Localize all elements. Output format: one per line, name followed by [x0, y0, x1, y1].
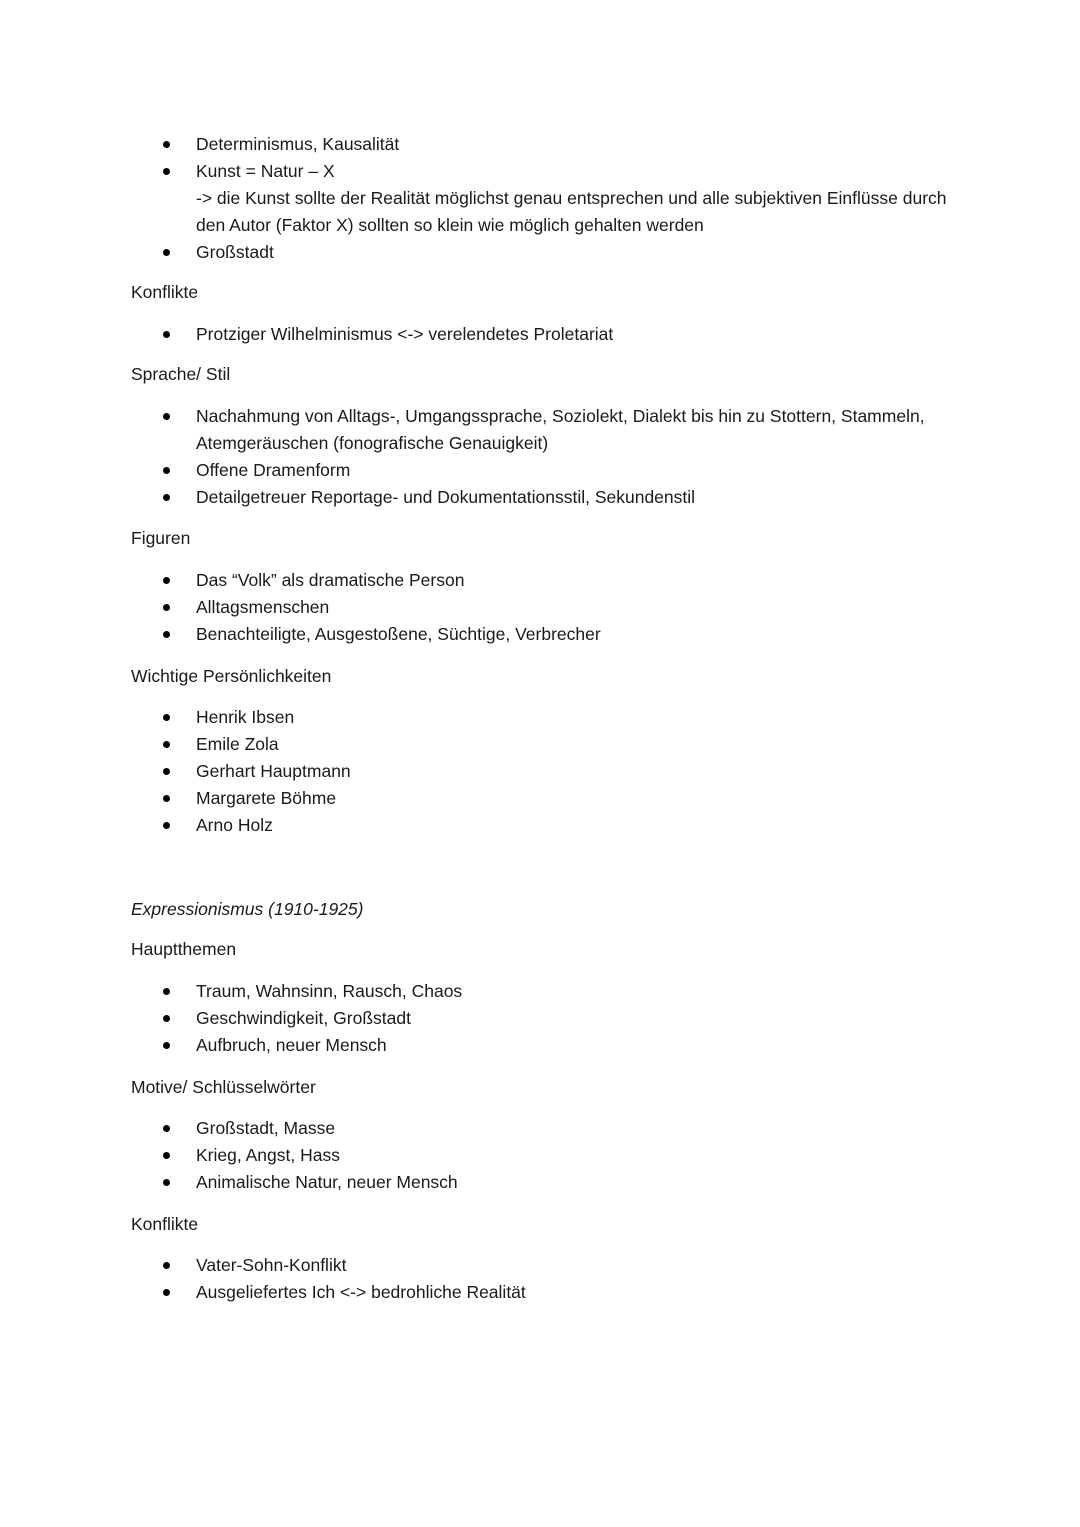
figuren-heading: Figuren	[131, 528, 191, 548]
list-item: Vater-Sohn-Konflikt	[0, 1252, 1080, 1279]
sprache-stil-heading: Sprache/ Stil	[131, 364, 231, 384]
bullet-icon	[163, 604, 170, 611]
konflikte-list	[0, 321, 1080, 348]
list-item-continuation: -> die Kunst sollte der Realität möglichst genau entsprechen und alle subjektiven Einflüsse durch den Autor (Faktor X) sollten so klein wie möglich gehalten werden	[196, 188, 947, 235]
bullet-icon	[163, 249, 170, 256]
bullet-icon	[163, 1152, 170, 1159]
naturalismus-merkmale-list	[0, 131, 1080, 266]
list-item: Protziger Wilhelminismus <-> verelendetes Proletariat	[0, 321, 1080, 348]
figuren-list	[0, 567, 1080, 648]
list-item: Margarete Böhme	[0, 785, 1080, 812]
list-item: Henrik Ibsen	[0, 704, 1080, 731]
list-item: Krieg, Angst, Hass	[0, 1142, 1080, 1169]
sprache-stil-list	[0, 403, 1080, 511]
list-item: Emile Zola	[0, 731, 1080, 758]
bullet-icon	[163, 1042, 170, 1049]
bullet-icon	[163, 467, 170, 474]
list-item: Alltagsmenschen	[0, 594, 1080, 621]
bullet-icon	[163, 795, 170, 802]
list-item: Nachahmung von Alltags-, Umgangssprache, Soziolekt, Dialekt bis hin zu Stottern, Stammeln, Atemgeräuschen (fonografische Genauigkeit)	[0, 403, 1080, 457]
list-item: Ausgeliefertes Ich <-> bedrohliche Realität	[0, 1279, 1080, 1306]
motive-list	[0, 1115, 1080, 1196]
bullet-icon	[163, 1015, 170, 1022]
bullet-icon	[163, 494, 170, 501]
bullet-icon	[163, 714, 170, 721]
list-item: Detailgetreuer Reportage- und Dokumentationsstil, Sekundenstil	[0, 484, 1080, 511]
expressionismus-title: Expressionismus (1910-1925)	[131, 899, 364, 919]
list-item: Aufbruch, neuer Mensch	[0, 1032, 1080, 1059]
bullet-icon	[163, 1179, 170, 1186]
persoenlichkeiten-heading: Wichtige Persönlichkeiten	[131, 666, 332, 686]
bullet-icon	[163, 331, 170, 338]
konflikte-list-2	[0, 1252, 1080, 1306]
hauptthemen-heading: Hauptthemen	[131, 939, 237, 959]
bullet-icon	[163, 768, 170, 775]
bullet-icon	[163, 1289, 170, 1296]
list-item: Benachteiligte, Ausgestoßene, Süchtige, Verbrecher	[0, 621, 1080, 648]
bullet-icon	[163, 413, 170, 420]
bullet-icon	[163, 988, 170, 995]
list-item: Geschwindigkeit, Großstadt	[0, 1005, 1080, 1032]
hauptthemen-list	[0, 978, 1080, 1059]
persoenlichkeiten-list	[0, 704, 1080, 839]
list-item: Arno Holz	[0, 812, 1080, 839]
bullet-icon	[163, 577, 170, 584]
bullet-icon	[163, 1262, 170, 1269]
bullet-icon	[163, 741, 170, 748]
motive-heading: Motive/ Schlüsselwörter	[131, 1077, 316, 1097]
bullet-icon	[163, 141, 170, 148]
bullet-icon	[163, 822, 170, 829]
list-item: Offene Dramenform	[0, 457, 1080, 484]
list-item: Determinismus, Kausalität	[0, 131, 1080, 158]
list-item: Traum, Wahnsinn, Rausch, Chaos	[0, 978, 1080, 1005]
list-item: Großstadt, Masse	[0, 1115, 1080, 1142]
list-item: Animalische Natur, neuer Mensch	[0, 1169, 1080, 1196]
list-item: Das “Volk” als dramatische Person	[0, 567, 1080, 594]
list-item: Kunst = Natur – X -> die Kunst sollte der Realität möglichst genau entsprechen und alle subjektiven Einflüsse durch den Autor (Faktor X) sollten so klein wie möglich gehalten werden	[0, 158, 1080, 239]
bullet-icon	[163, 1125, 170, 1132]
bullet-icon	[163, 631, 170, 638]
bullet-icon	[163, 168, 170, 175]
konflikte-heading: Konflikte	[131, 282, 199, 302]
konflikte-heading-2: Konflikte	[131, 1214, 199, 1234]
list-item: Gerhart Hauptmann	[0, 758, 1080, 785]
list-item: Großstadt	[0, 239, 1080, 266]
